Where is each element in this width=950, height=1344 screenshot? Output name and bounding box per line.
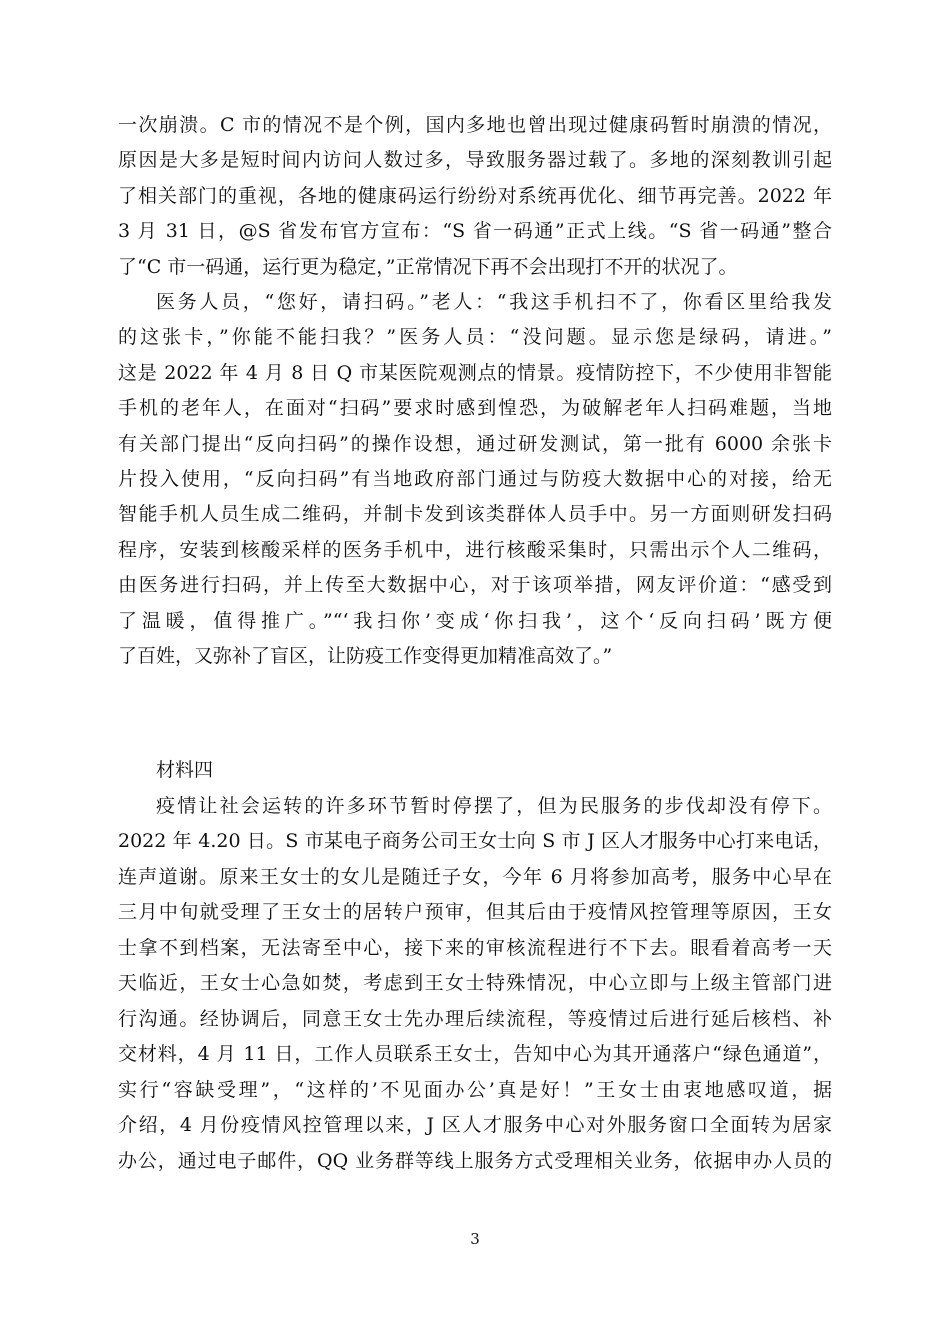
text-line: 三月中旬就受理了王女士的居转户预审，但其后由于疫情风控管理等原因，王女 xyxy=(118,901,832,923)
text-line: 行沟通。经协调后，同意王女士先办理后续流程，等疫情过后进行延后核档、补 xyxy=(118,1007,832,1030)
text-line: 疫情让社会运转的许多环节暂时停摆了，但为民服务的步伐却没有停下。 xyxy=(156,794,832,817)
page-number: 3 xyxy=(470,1230,480,1248)
text-line: 2022 年 4.20 日。S 市某电子商务公司王女士向 S 市 J 区人才服务中心打来电话， xyxy=(118,830,832,852)
text-line: 3 月 31 日，@S 省发布官方宣布：“S 省一码通”正式上线。“S 省一码通”整合 xyxy=(118,220,832,243)
text-line: 交材料，4 月 11 日，工作人员联系王女士，告知中心为其开通落户“绿色通道”， xyxy=(118,1043,833,1065)
text-line: 了温暖，值得推广。”“‘我扫你’变成‘你扫我’，这个‘反向扫码’既方便 xyxy=(118,609,832,632)
text-line: 手机的老年人，在面对“扫码”要求时感到惶恐，为破解老年人扫码难题，当地 xyxy=(118,397,832,420)
text-line: 介绍，4 月份疫情风控管理以来，J 区人才服务中心对外服务窗口全面转为居家 xyxy=(118,1114,832,1136)
text-line: 智能手机人员生成二维码，并制卡发到该类群体人员手中。另一方面则研发扫码 xyxy=(118,503,832,526)
text-line: 士拿不到档案，无法寄至中心，接下来的审核流程进行不下去。眼看着高考一天 xyxy=(118,936,832,959)
text-line: 原因是大多是短时间内访问人数过多，导致服务器过载了。多地的深刻教训引起 xyxy=(118,149,832,172)
text-line: 片投入使用，“反向扫码”有当地政府部门通过与防疫大数据中心的对接，给无 xyxy=(118,468,832,490)
text-line: 这是 2022 年 4 月 8 日 Q 市某医院观测点的情景。疫情防控下，不少使用非智能 xyxy=(118,361,832,384)
text-line: 了百姓，又弥补了盲区，让防疫工作变得更加精准高效了。” xyxy=(118,645,613,667)
text-line: 的这张卡，”你能不能扫我？”医务人员：“没问题。显示您是绿码，请进。” xyxy=(118,326,832,349)
text-line: 医务人员，“您好，请扫码。”老人：“我这手机扫不了，你看区里给我发 xyxy=(156,291,832,313)
text-line: 连声道谢。原来王女士的女儿是随迁子女，今年 6 月将参加高考，服务中心早在 xyxy=(118,865,832,888)
text-line: 办公，通过电子邮件，QQ 业务群等线上服务方式受理相关业务，依据申办人员的 xyxy=(118,1149,832,1172)
text-line: 了“C 市一码通，运行更为稳定，”正常情况下再不会出现打不开的状况了。 xyxy=(118,255,738,278)
text-line: 由医务进行扫码，并上传至大数据中心，对于该项举措，网友评价道：“感受到 xyxy=(118,574,832,597)
text-line: 有关部门提出“反向扫码”的操作设想，通过研发测试，第一批有 6000 余张卡 xyxy=(118,432,832,455)
text-line: 了相关部门的重视，各地的健康码运行纷纷对系统再优化、细节再完善。2022 年 xyxy=(118,184,832,207)
section-heading: 材料四 xyxy=(156,759,214,781)
text-line: 程序，安装到核酸采样的医务手机中，进行核酸采集时，只需出示个人二维码， xyxy=(118,538,832,561)
text-line: 一次崩溃。C 市的情况不是个例，国内多地也曾出现过健康码暂时崩溃的情况， xyxy=(118,114,832,136)
text-line: 天临近，王女士心急如焚，考虑到王女士特殊情况，中心立即与上级主管部门进 xyxy=(118,972,832,994)
text-line: 实行“容缺受理”，“这样的’不见面办公’真是好！”王女士由衷地感叹道，据 xyxy=(118,1078,832,1101)
